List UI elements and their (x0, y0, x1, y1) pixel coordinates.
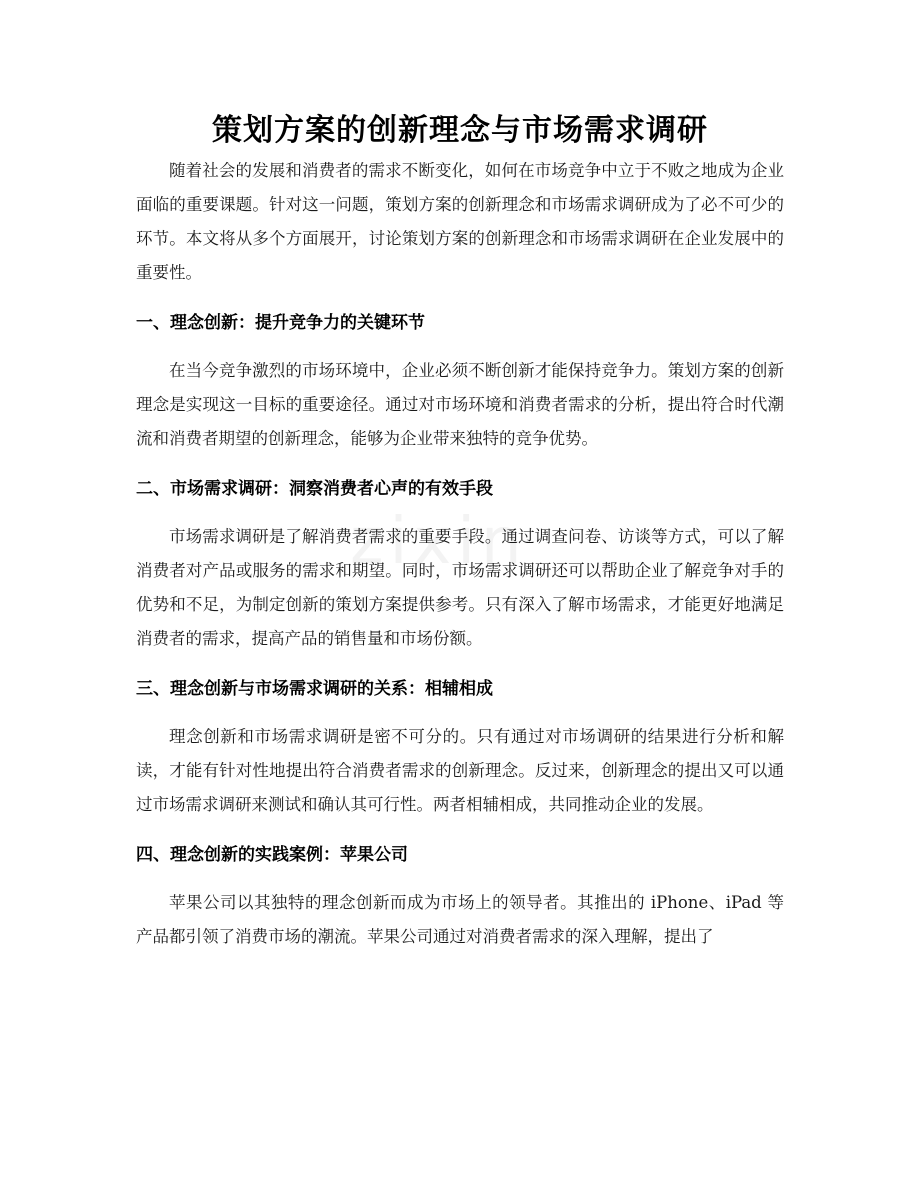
section-body-3: 理念创新和市场需求调研是密不可分的。只有通过对市场调研的结果进行分析和解读，才能有针对性地提出符合消费者需求的创新理念。反过来，创新理念的提出又可以通过市场需求调研来测试和确认其可行性。两者相辅相成，共同推动企业的发展。 (136, 727, 784, 814)
section-body-1: 在当今竞争激烈的市场环境中，企业必须不断创新才能保持竞争力。策划方案的创新理念是实现这一目标的重要途径。通过对市场环境和消费者需求的分析，提出符合时代潮流和消费者期望的创新理念，能够为企业带来独特的竞争优势。 (136, 361, 784, 448)
document-title: 策划方案的创新理念与市场需求调研 (212, 113, 708, 148)
section-body-2: 市场需求调研是了解消费者需求的重要手段。通过调查问卷、访谈等方式，可以了解消费者对产品或服务的需求和期望。同时，市场需求调研还可以帮助企业了解竞争对手的优势和不足，为制定创新的策划方案提供参考。只有深入了解市场需求，才能更好地满足消费者的需求，提高产品的销售量和市场份额。 (136, 527, 784, 648)
section-heading-1: 一、理念创新：提升竞争力的关键环节 (136, 313, 425, 333)
document-content (136, 108, 784, 954)
watermark-text: zixin (350, 505, 528, 579)
intro-paragraph: 随着社会的发展和消费者的需求不断变化，如何在市场竞争中立于不败之地成为企业面临的重要课题。针对这一问题，策划方案的创新理念和市场需求调研成为了必不可少的环节。本文将从多个方面展开，讨论策划方案的创新理念和市场需求调研在企业发展中的重要性。 (136, 161, 784, 282)
section-heading-4: 四、理念创新的实践案例：苹果公司 (136, 845, 408, 865)
section-heading-2: 二、市场需求调研：洞察消费者心声的有效手段 (136, 479, 493, 499)
section-heading-3: 三、理念创新与市场需求调研的关系：相辅相成 (136, 679, 493, 699)
section-body-4: 苹果公司以其独特的理念创新而成为市场上的领导者。其推出的 iPhone、iPad 等产品都引领了消费市场的潮流。苹果公司通过对消费者需求的深入理解，提出了 (136, 893, 784, 946)
